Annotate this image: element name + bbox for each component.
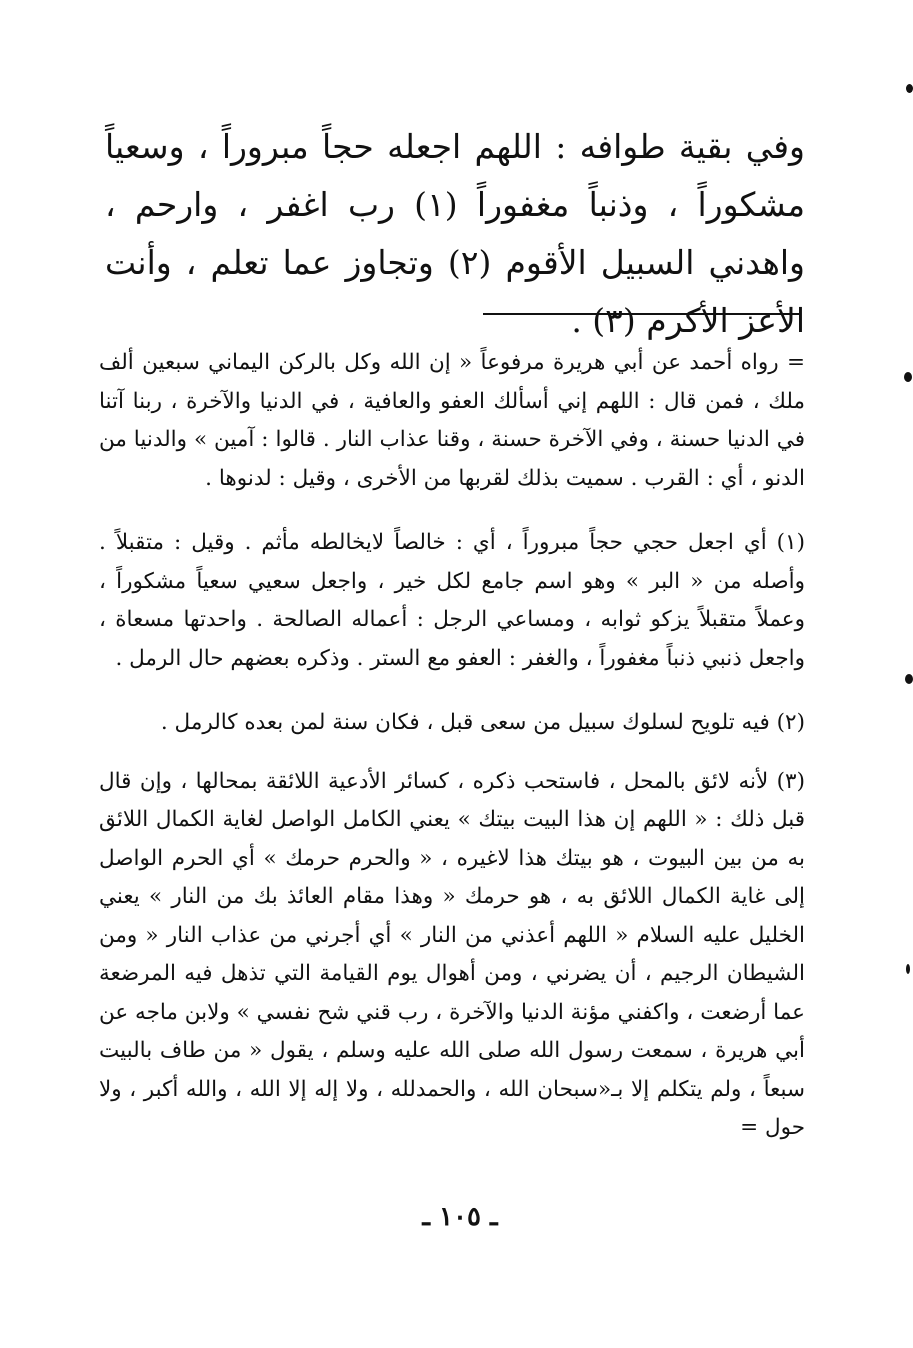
footnote-continued: = رواه أحمد عن أبي هريرة مرفوعاً « إن الله وكل بالركن اليماني سبعين ألف ملك ، فمن قال : اللهم إني أسألك العفو والعافية ، في الدنيا والآخرة ، ربنا آتنا في الدنيا حسنة ، وفي الآخرة حسنة ، وقنا عذاب النار . قالوا : آمين » والدنيا من الدنو ، أي : القرب . سميت بذلك لقربها من الأخرى ، وقيل : لدنوها . xyxy=(99,350,805,491)
footnotes xyxy=(99,344,805,1148)
page-number: ـ ١٠٥ ـ xyxy=(422,1202,498,1232)
scan-mark-top xyxy=(906,84,913,93)
scan-mark-lower xyxy=(905,674,913,684)
main-text: وفي بقية طوافه : اللهم اجعله حجاً مبروراً ، وسعياً مشكوراً ، وذنباً مغفوراً (١) رب اغفر ، وارحم ، واهدني السبيل الأقوم (٢) وتجاوز عما تعلم ، وأنت الأعز الأكرم (٣) . xyxy=(105,127,806,340)
footnote-separator xyxy=(483,313,801,315)
footnote-1: (١) أي اجعل حجي حجاً مبروراً ، أي : خالصاً لايخالطه مأثم . وقيل : متقبلاً . وأصله من « البر » وهو اسم جامع لكل خير ، واجعل سعيي سعياً مشكوراً ، وعملاً متقبلاً يزكو ثوابه ، ومساعي الرجل : أعماله الصالحة . واحدتها مسعاة ، واجعل ذنبي ذنباً مغفوراً ، والغفر : العفو مع الستر . وذكره بعضهم حال الرمل . xyxy=(99,530,805,671)
footnote-2: (٢) فيه تلويح لسلوك سبيل من سعى قبل ، فكان سنة لمن بعده كالرمل . xyxy=(160,710,805,735)
scan-mark-bottom xyxy=(906,964,910,974)
scan-mark-middle xyxy=(904,372,912,382)
footnote-3: (٣) لأنه لائق بالمحل ، فاستحب ذكره ، كسائر الأدعية اللائقة بمحالها ، وإن قال قبل ذلك : « اللهم إن هذا البيت بيتك » يعني الكامل الواصل لغاية الكمال اللائق به من بين البيوت ، هو بيتك هذا لاغيره ، « والحرم حرمك » أي الحرم الواصل إلى غاية الكمال اللائق به ، هو حرمك « وهذا مقام العائذ بك من النار » يعني الخليل عليه السلام « اللهم أعذني من النار » أي أجرني من عذاب النار « ومن الشيطان الرجيم ، أن يضرني ، ومن أهوال يوم القيامة التي تذهل فيه المرضعة عما أرضعت ، واكفني مؤنة الدنيا والآخرة ، رب قني شح نفسي » ولابن ماجه عن أبي هريرة ، سمعت رسول الله صلى الله عليه وسلم ، يقول « من طاف بالبيت سبعاً ، ولم يتكلم إلا بـ«سبحان الله ، والحمدلله ، ولا إله إلا الله ، والله أكبر ، ولا حول = xyxy=(99,768,805,1140)
